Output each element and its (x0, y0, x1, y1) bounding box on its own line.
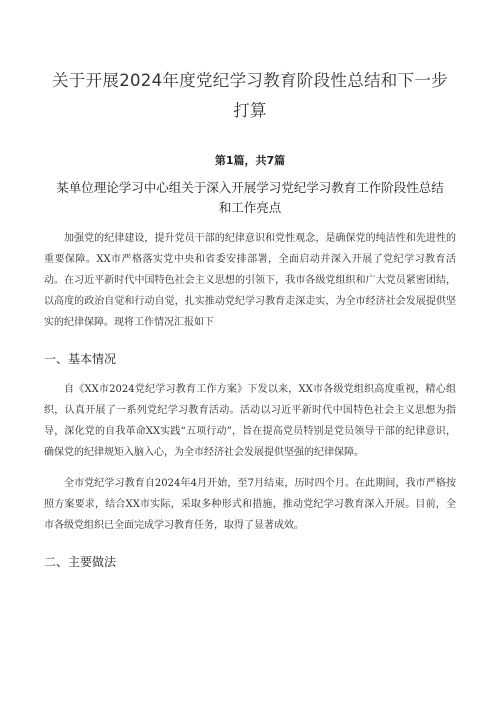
article-title: 某单位理论学习中心组关于深入开展学习党纪学习教育工作阶段性总结和工作亮点 (56, 180, 444, 215)
document-title: 关于开展2024年度党纪学习教育阶段性总结和下一步打算 (52, 71, 448, 120)
body-paragraph: 自《XX市2024党纪学习教育工作方案》下发以来，XX市各级党组织高度重视，精心组织，认真开展了一系列党纪学习教育活动。活动以习近平新时代中国特色社会主义思想为指导，深化党的自我革命XX实践“五项行动”，旨在提高党员特别是党员领导干部的纪律意识，确保党的纪律规矩入脑入心，为全市经济社会发展提供坚强的纪律保障。 (44, 384, 456, 458)
section-heading: 二、主要做法 (44, 555, 117, 569)
section-basic-situation (44, 349, 456, 536)
part-label: 第1篇，共7篇 (214, 154, 286, 167)
body-paragraph: 全市党纪学习教育自2024年4月开始，至7月结束，历时四个月。在此期间，我市严格按照方案要求，结合XX市实际，采取多种形式和措施，推动党纪学习教育深入开展。目前，全市各级党组织已全面完成学习教育任务，取得了显著成效。 (44, 478, 456, 531)
section-main-practices (44, 552, 456, 572)
section-heading: 一、基本情况 (44, 352, 117, 366)
intro-paragraph: 加强党的纪律建设，提升党员干部的纪律意识和党性观念，是确保党的纯洁性和先进性的重要保障。XX市严格落实党中央和省委安排部署，全面启动并深入开展了党纪学习教育活动。在习近平新时代中国特色社会主义思想的引领下，我市各级党组织和广大党员紧密团结，以高度的政治自觉和行动自觉，扎实推动党纪学习教育走深走实，为全市经济社会发展提供坚实的纪律保障。现将工作情况汇报如下 (44, 233, 456, 328)
